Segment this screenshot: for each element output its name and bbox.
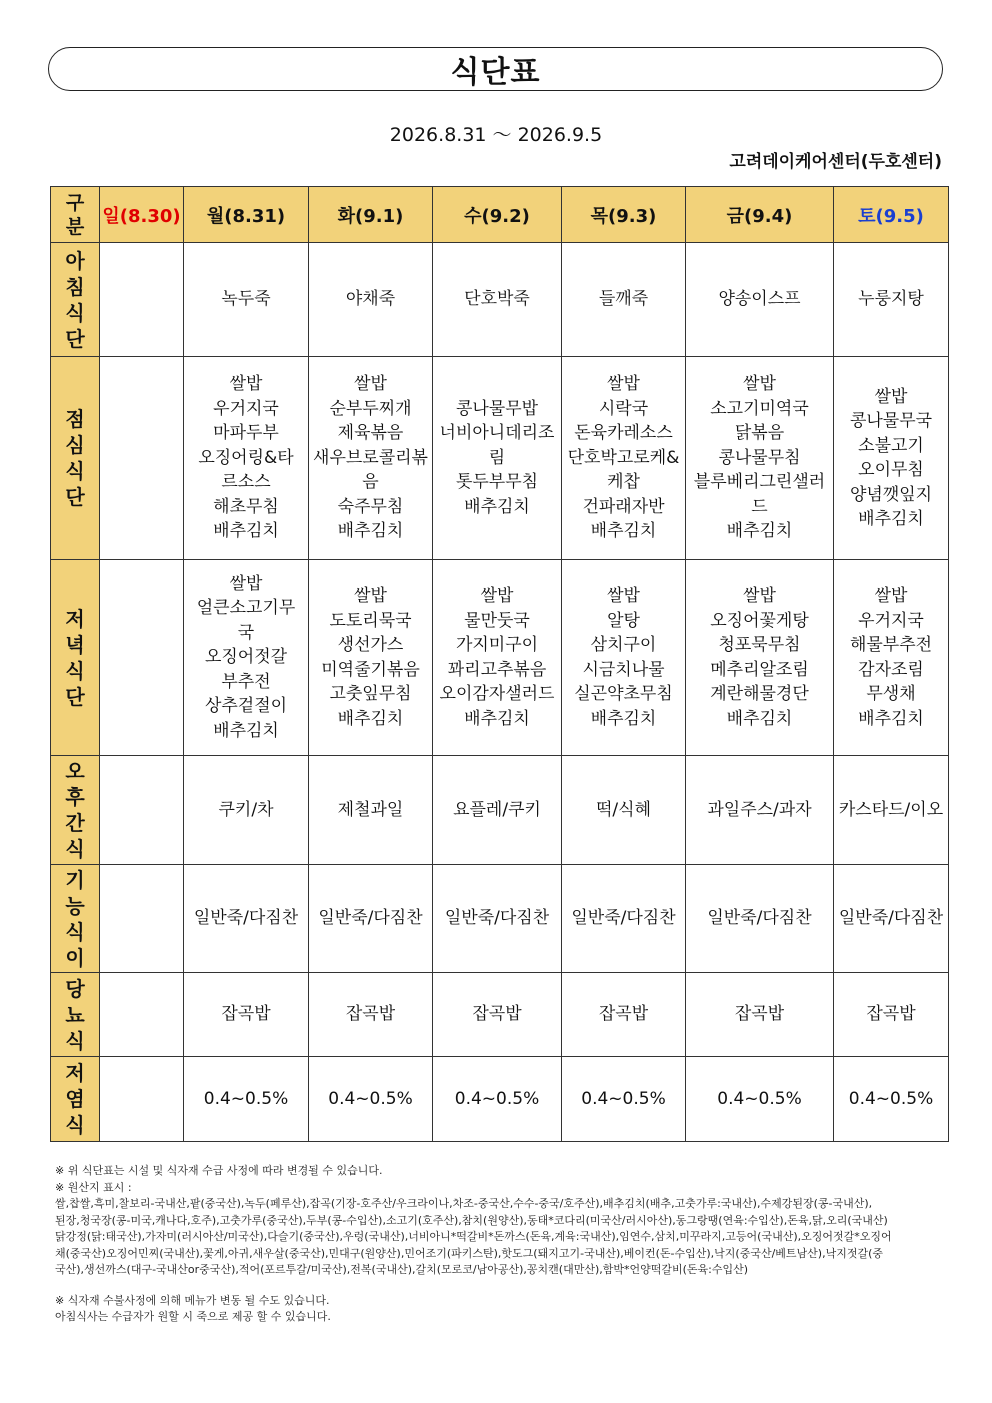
menu-item: 꽈리고추볶음: [447, 659, 547, 680]
menu-item: 청포묵무침: [718, 635, 801, 655]
menu-item: 일반죽/다짐찬: [318, 908, 423, 929]
menu-cell-breakfast-mon: [184, 243, 309, 357]
menu-cell-diabetic-wed: [433, 973, 562, 1057]
menu-item: 오이무침: [858, 460, 924, 480]
row-label-char: 식: [65, 919, 85, 944]
menu-item: 쌀밥: [874, 586, 908, 606]
menu-item: 드: [751, 496, 768, 517]
menu-item: 배추김치: [726, 521, 793, 542]
row-label-char: 이: [65, 945, 85, 970]
menu-cell-diabetic-tue: [309, 973, 433, 1057]
menu-item: 제육볶음: [337, 423, 404, 444]
menu-item: 누룽지탕: [858, 289, 924, 310]
menu-cell-functional-wed: [433, 865, 562, 973]
menu-cell-lunch-mon: [184, 357, 309, 560]
row-label-lunch: [51, 357, 100, 560]
menu-item: 제철과일: [337, 799, 404, 820]
menu-item: 배추김치: [464, 496, 530, 517]
menu-item: 일반죽/다짐찬: [571, 908, 676, 929]
menu-cell-lunch-thu: [562, 357, 686, 560]
menu-item: 배추김치: [337, 708, 404, 729]
menu-item: 실곤약초무침: [574, 684, 673, 704]
menu-item: 양념깻잎지: [849, 484, 933, 505]
menu-item: 단호박죽: [464, 289, 530, 310]
menu-item: 오징어링&타: [198, 447, 294, 468]
menu-item: 콩나물무침: [718, 447, 801, 468]
menu-cell-dinner-sat: [834, 560, 949, 756]
menu-item: 케찹: [607, 472, 640, 493]
menu-item: 오징어젓갈: [204, 647, 288, 668]
menu-item: 고춧잎무침: [329, 684, 412, 704]
menu-cell-breakfast-thu: [562, 243, 686, 357]
menu-item: 들깨죽: [598, 289, 649, 310]
menu-item: 잡곡밥: [221, 1004, 271, 1025]
row-label-char: 식: [65, 837, 85, 861]
menu-cell-low-salt-thu: [562, 1057, 686, 1142]
row-label-char: 아: [65, 248, 85, 273]
row-label-char: 단: [65, 485, 85, 509]
menu-cell-lunch-sun: [100, 357, 184, 560]
menu-item: 쌀밥: [607, 374, 640, 395]
menu-item: 미역줄기볶음: [321, 659, 420, 680]
menu-item: 쿠키/차: [218, 799, 274, 820]
menu-cell-functional-fri: [686, 865, 834, 973]
menu-item: 음: [362, 472, 379, 493]
menu-item: 블루베리그린샐러: [693, 472, 826, 493]
menu-item: 계란해물경단: [710, 684, 809, 704]
menu-row-diabetic: [51, 973, 949, 1057]
row-label-char: 오: [65, 759, 85, 783]
menu-item: 르소스: [221, 472, 271, 493]
menu-item: 오이감자샐러드: [439, 684, 555, 704]
menu-item: 무생채: [866, 684, 916, 704]
origin-line: 국산),생선까스(대구-국내산or중국산),적어(포르투갈/미국산),전복(국내산),갈치(모로코/남아공산),꽁치캔(대만산),함박*언양떡갈비(돈육:수입산): [55, 1263, 749, 1276]
menu-item: 쌀밥: [480, 586, 514, 606]
menu-cell-functional-sat: [834, 865, 949, 973]
menu-item: 콩나물무국: [849, 411, 933, 431]
row-label-char: 식: [65, 1113, 85, 1137]
menu-item: 시금치나물: [582, 659, 665, 680]
row-label-char: 식: [65, 459, 85, 483]
menu-row-low-salt: [51, 1057, 949, 1142]
menu-item: 0.4~0.5%: [328, 1088, 413, 1109]
row-label-dinner: [51, 560, 100, 756]
menu-item: 가지미구이: [455, 635, 539, 655]
menu-item: 녹두죽: [221, 289, 271, 310]
menu-item: 배추김치: [726, 708, 793, 729]
menu-item: 0.4~0.5%: [581, 1088, 666, 1109]
menu-cell-breakfast-wed: [433, 243, 562, 357]
menu-cell-snack-tue: [309, 756, 433, 865]
notes: [55, 1163, 945, 1326]
row-label-snack: [51, 756, 100, 865]
menu-item: 해초무침: [213, 496, 279, 517]
supply-notice: ※ 식자재 수불사정에 의해 메뉴가 변동 될 수도 있습니다.: [55, 1293, 330, 1307]
row-label-breakfast: [51, 243, 100, 357]
row-label-char: 저: [65, 606, 85, 631]
menu-cell-breakfast-tue: [309, 243, 433, 357]
menu-cell-snack-sun: [100, 756, 184, 865]
page-title: 식단표: [450, 55, 541, 90]
menu-item: 새우브로콜리볶: [313, 447, 428, 468]
menu-item: 배추김치: [337, 521, 404, 542]
menu-cell-low-salt-tue: [309, 1057, 433, 1142]
menu-cell-breakfast-sun: [100, 243, 184, 357]
row-label-char: 뇨: [65, 1002, 85, 1027]
menu-cell-low-salt-sun: [100, 1057, 184, 1142]
menu-item: 알탕: [607, 610, 640, 631]
corner-label-char: 구: [65, 191, 85, 214]
menu-cell-diabetic-fri: [686, 973, 834, 1057]
menu-item: 상추겉절이: [204, 696, 288, 717]
menu-item: 쌀밥: [743, 374, 776, 395]
menu-cell-lunch-tue: [309, 357, 433, 560]
menu-item: 0.4~0.5%: [717, 1088, 802, 1109]
row-label-char: 침: [65, 274, 85, 299]
menu-cell-diabetic-thu: [562, 973, 686, 1057]
menu-item: 메추리알조림: [710, 659, 809, 680]
menu-cell-functional-mon: [184, 865, 309, 973]
menu-item: 잡곡밥: [598, 1004, 649, 1025]
origin-lines: [55, 1196, 945, 1279]
menu-item: 너비아니데리조: [439, 423, 555, 444]
menu-table: [50, 186, 949, 1142]
menu-cell-snack-mon: [184, 756, 309, 865]
menu-item: 일반죽/다짐찬: [838, 908, 944, 929]
day-header-mon: 월(8.31): [184, 187, 309, 243]
menu-row-snack: [51, 756, 949, 865]
row-label-char: 식: [65, 1028, 85, 1053]
menu-cell-functional-sun: [100, 865, 184, 973]
menu-item: 오징어꽃게탕: [710, 610, 809, 631]
menu-row-dinner: [51, 560, 949, 756]
menu-item: 쌀밥: [229, 573, 263, 594]
menu-item: 소고기미역국: [710, 398, 809, 419]
row-label-char: 능: [65, 893, 85, 918]
day-header-sat: 토(9.5): [834, 187, 949, 243]
menu-item: 배추김치: [858, 509, 924, 529]
row-label-char: 저: [65, 1061, 85, 1085]
menu-cell-low-salt-mon: [184, 1057, 309, 1142]
menu-cell-low-salt-sat: [834, 1057, 949, 1142]
menu-item: 일반죽/다짐찬: [444, 908, 550, 929]
menu-cell-dinner-wed: [433, 560, 562, 756]
row-label-char: 단: [65, 326, 85, 351]
menu-item: 배추김치: [590, 708, 657, 729]
menu-cell-dinner-sun: [100, 560, 184, 756]
menu-cell-low-salt-wed: [433, 1057, 562, 1142]
menu-item: 요플레/쿠키: [453, 799, 541, 820]
title-box: [48, 47, 943, 91]
menu-item: 과일주스/과자: [707, 799, 812, 820]
origin-line: 된장,청국장(콩-미국,캐나다,호주),고춧가루(중국산),두부(콩-수입산),소고기(호주산),참치(원양산),동태*코다리(미국산/러시아산),동그랑땡(연육:수입산),돈육,닭,오리(국내산): [55, 1213, 888, 1227]
header-row: [51, 187, 949, 243]
corner-label-char: 분: [65, 215, 85, 238]
day-header-wed: 수(9.2): [433, 187, 562, 243]
row-label-char: 점: [65, 407, 85, 431]
menu-item: 닭볶음: [734, 423, 785, 444]
menu-item: 숙주무침: [337, 496, 404, 517]
menu-cell-diabetic-sun: [100, 973, 184, 1057]
menu-item: 림: [488, 447, 506, 468]
row-label-char: 기: [65, 867, 85, 892]
menu-item: 쌀밥: [229, 374, 263, 395]
menu-item: 0.4~0.5%: [203, 1088, 289, 1109]
menu-item: 단호박고로케&: [567, 447, 680, 468]
menu-cell-breakfast-fri: [686, 243, 834, 357]
menu-item: 쌀밥: [607, 586, 640, 606]
menu-row-functional: [51, 865, 949, 973]
menu-cell-breakfast-sat: [834, 243, 949, 357]
menu-item: 배추김치: [213, 521, 279, 542]
menu-cell-functional-thu: [562, 865, 686, 973]
menu-item: 얼큰소고기무: [196, 598, 296, 619]
menu-cell-diabetic-sat: [834, 973, 949, 1057]
menu-item: 일반죽/다짐찬: [707, 908, 812, 929]
menu-cell-dinner-mon: [184, 560, 309, 756]
menu-item: 쌀밥: [354, 586, 387, 606]
day-header-tue: 화(9.1): [309, 187, 433, 243]
menu-item: 시락국: [598, 398, 649, 419]
row-label-char: 염: [65, 1087, 85, 1111]
breakfast-notice: 아침식사는 수급자가 원할 시 죽으로 제공 할 수 있습니다.: [55, 1310, 331, 1323]
menu-cell-functional-tue: [309, 865, 433, 973]
menu-item: 일반죽/다짐찬: [193, 908, 299, 929]
row-label-char: 단: [65, 684, 85, 709]
menu-cell-snack-fri: [686, 756, 834, 865]
row-label-char: 간: [65, 811, 85, 835]
day-header-fri: 금(9.4): [686, 187, 834, 243]
menu-row-lunch: [51, 357, 949, 560]
menu-item: 카스타드/이오: [838, 799, 944, 820]
menu-item: 배추김치: [590, 521, 657, 542]
origin-line: 닭강정(닭:태국산),가자미(러시아산/미국산),다슬기(중국산),우렁(국내산),너비아니*떡갈비*돈까스(돈육,계육:국내산),임연수,삼치,미꾸라지,고등어(국내산),오징어젓갈*오징어: [55, 1230, 892, 1243]
menu-item: 부추전: [221, 671, 271, 692]
menu-item: 우거지국: [213, 398, 279, 419]
corner-label: [51, 187, 100, 243]
menu-item: 물만둣국: [464, 610, 530, 631]
menu-item: 배추김치: [213, 720, 279, 741]
row-label-functional: [51, 865, 100, 973]
menu-item: 0.4~0.5%: [454, 1088, 540, 1109]
menu-item: 해물부추전: [849, 635, 933, 655]
menu-item: 콩나물무밥: [455, 398, 539, 419]
menu-cell-snack-sat: [834, 756, 949, 865]
menu-item: 톳두부무침: [455, 472, 539, 493]
menu-item: 돈육카레소스: [574, 423, 673, 444]
origin-title: ※ 원산지 표시 :: [55, 1180, 132, 1194]
origin-line: 쌀,찹쌀,흑미,찰보리-국내산,팥(중국산),녹두(페루산),잡곡(기장-호주산/우크라이나,차조-중국산,수수-중국/호주산),배추김치(배추,고춧가루:국내산),수제강된장(콩-국내산),: [55, 1197, 873, 1210]
menu-cell-dinner-thu: [562, 560, 686, 756]
menu-item: 잡곡밥: [472, 1004, 522, 1025]
row-label-diabetic: [51, 973, 100, 1057]
menu-item: 배추김치: [858, 708, 924, 729]
menu-item: 국: [237, 622, 255, 643]
menu-item: 순부두찌개: [329, 398, 412, 419]
menu-item: 양송이스프: [718, 289, 801, 310]
menu-cell-diabetic-mon: [184, 973, 309, 1057]
menu-cell-snack-thu: [562, 756, 686, 865]
menu-item: 소불고기: [858, 435, 924, 456]
row-label-char: 당: [65, 976, 85, 1001]
menu-item: 건파래자반: [582, 496, 665, 517]
menu-item: 우거지국: [858, 610, 924, 631]
menu-item: 잡곡밥: [734, 1004, 785, 1025]
menu-item: 생선가스: [337, 635, 404, 655]
menu-cell-dinner-fri: [686, 560, 834, 756]
menu-item: 쌀밥: [743, 586, 776, 606]
row-label-char: 식: [65, 300, 85, 325]
menu-item: 떡/식혜: [596, 799, 651, 820]
day-header-sun: 일(8.30): [100, 187, 184, 243]
menu-item: 야채죽: [345, 289, 396, 310]
menu-item: 감자조림: [858, 659, 924, 680]
menu-item: 도토리묵국: [329, 610, 412, 631]
menu-item: 0.4~0.5%: [848, 1088, 934, 1109]
row-label-char: 녁: [65, 632, 85, 657]
menu-item: 배추김치: [464, 708, 530, 729]
menu-item: 마파두부: [213, 423, 279, 444]
menu-cell-low-salt-fri: [686, 1057, 834, 1142]
menu-cell-lunch-fri: [686, 357, 834, 560]
row-label-char: 식: [65, 658, 85, 683]
menu-item: 쌀밥: [354, 374, 387, 395]
day-header-thu: 목(9.3): [562, 187, 686, 243]
menu-item: 잡곡밥: [345, 1004, 396, 1025]
menu-period: 2026.8.31 ～ 2026.9.5: [389, 124, 603, 146]
menu-cell-snack-wed: [433, 756, 562, 865]
menu-item: 쌀밥: [874, 386, 908, 407]
row-label-char: 심: [65, 433, 85, 457]
origin-line: 채(중국산)오징어민찌(국내산),꽃게,아귀,새우살(중국산),민대구(원양산),민어조기(파키스탄),핫도그(돼지고기-국내산),베이컨(돈-수입산),낙지(중국산/베트남산),낙지젓갈(중: [55, 1246, 884, 1260]
row-label-low-salt: [51, 1057, 100, 1142]
menu-item: 잡곡밥: [866, 1004, 916, 1025]
menu-cell-dinner-tue: [309, 560, 433, 756]
row-label-char: 후: [65, 785, 85, 809]
center-name: 고려데이케어센터(두호센터): [729, 152, 942, 172]
menu-item: 삼치구이: [590, 635, 657, 655]
change-notice: ※ 위 식단표는 시설 및 식자재 수급 사정에 따라 변경될 수 있습니다.: [55, 1164, 383, 1177]
menu-cell-lunch-sat: [834, 357, 949, 560]
menu-row-breakfast: [51, 243, 949, 357]
menu-cell-lunch-wed: [433, 357, 562, 560]
